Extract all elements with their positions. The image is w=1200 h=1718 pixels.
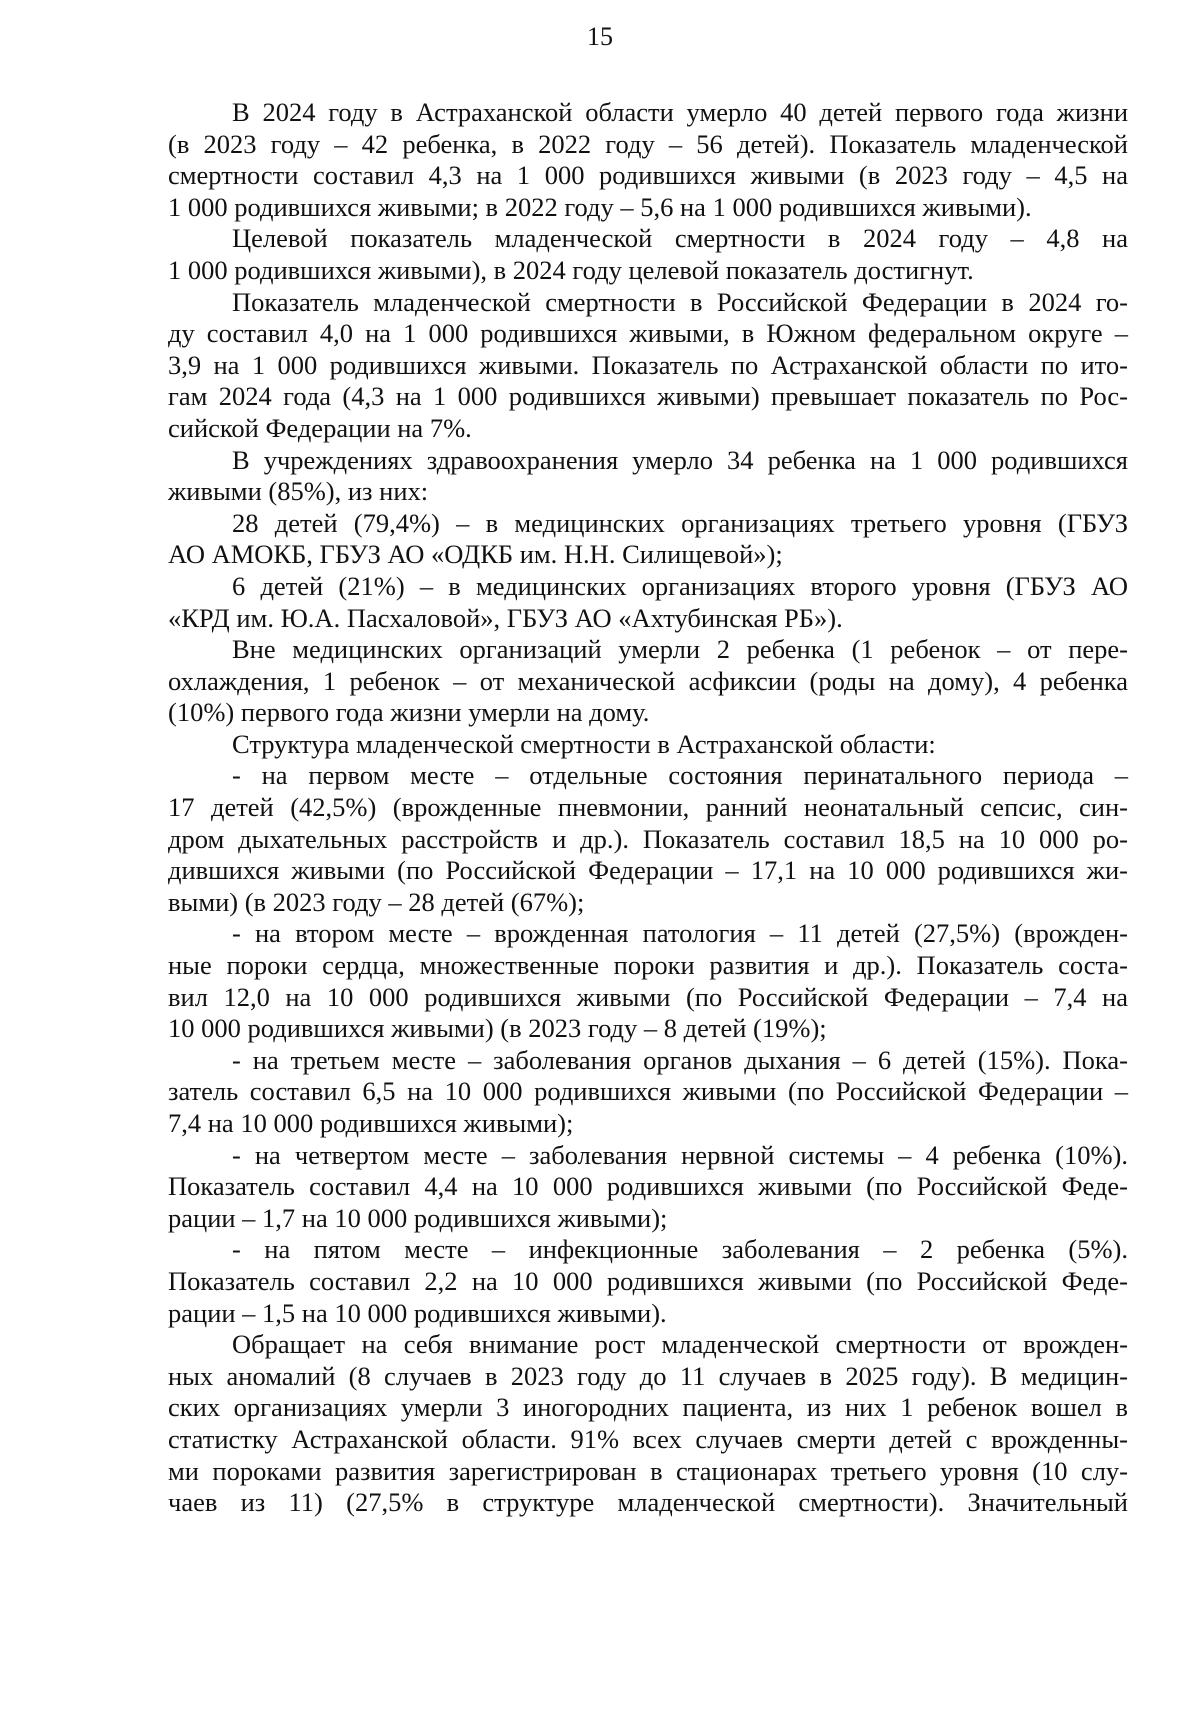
text-line: (10%) первого года жизни умерли на дому. bbox=[168, 697, 650, 728]
page-number: 15 bbox=[587, 22, 613, 51]
text-line: - на четвертом месте – заболевания нервной системы – 4 ребенка (10%). bbox=[232, 1139, 1128, 1170]
text-line: 1 000 родившихся живыми), в 2024 году целевой показатель достигнут. bbox=[168, 254, 974, 285]
paragraph bbox=[168, 918, 1128, 1044]
text-line: (в 2023 году – 42 ребенка, в 2022 году – 56 детей). Показатель младенческой bbox=[168, 128, 1128, 159]
text-line: «КРД им. Ю.А. Пасхаловой», ГБУЗ АО «Ахтубинская РБ»). bbox=[168, 602, 843, 633]
text-line: ные пороки сердца, множественные пороки развития и др.). Показатель соста- bbox=[168, 950, 1128, 981]
paragraph bbox=[168, 97, 1128, 223]
text-line: 1 000 родившихся живыми; в 2022 году – 5,6 на 1 000 родившихся живыми). bbox=[168, 191, 1032, 222]
text-line: - на втором месте – врожденная патология – 11 детей (27,5%) (врожден- bbox=[232, 918, 1128, 949]
text-line: Вне медицинских организаций умерли 2 ребенка (1 ребенок – от пере- bbox=[232, 634, 1128, 665]
text-line: выми) (в 2023 году – 28 детей (67%); bbox=[168, 886, 585, 917]
text-line: В учреждениях здравоохранения умерло 34 ребенка на 1 000 родившихся bbox=[232, 444, 1128, 475]
text-line: охлаждения, 1 ребенок – от механической асфиксии (роды на дому), 4 ребенка bbox=[168, 665, 1128, 696]
text-line: Структура младенческой смертности в Астраханской области: bbox=[232, 728, 936, 759]
text-line: Показатель составил 4,4 на 10 000 родившихся живыми (по Российской Феде- bbox=[168, 1171, 1128, 1202]
paragraph bbox=[168, 760, 1128, 918]
text-line: Показатель составил 2,2 на 10 000 родившихся живыми (по Российской Феде- bbox=[168, 1265, 1128, 1296]
text-line: статистку Астраханской области. 91% всех случаев смерти детей с врожденны- bbox=[168, 1423, 1128, 1454]
text-line: ду составил 4,0 на 1 000 родившихся живыми, в Южном федеральном округе – bbox=[168, 318, 1128, 349]
text-line: чаев из 11) (27,5% в структуре младенческой смертности). Значительный bbox=[168, 1487, 1128, 1518]
paragraph bbox=[168, 634, 1128, 729]
text-line: 28 детей (79,4%) – в медицинских организациях третьего уровня (ГБУЗ bbox=[232, 507, 1128, 538]
paragraph bbox=[168, 287, 1128, 445]
text-line: 17 детей (42,5%) (врожденные пневмонии, ранний неонатальный сепсис, син- bbox=[168, 792, 1128, 823]
text-line: - на первом месте – отдельные состояния перинатального периода – bbox=[232, 760, 1128, 791]
text-line: 7,4 на 10 000 родившихся живыми); bbox=[168, 1108, 574, 1138]
text-line: 3,9 на 1 000 родившихся живыми. Показатель по Астраханской области по ито- bbox=[168, 349, 1128, 380]
text-line: смертности составил 4,3 на 1 000 родившихся живыми (в 2023 году – 4,5 на bbox=[168, 160, 1128, 191]
paragraph bbox=[168, 508, 1128, 571]
text-line: Целевой показатель младенческой смертности в 2024 году – 4,8 на bbox=[232, 223, 1128, 254]
paragraph bbox=[168, 223, 1128, 286]
text-line: вил 12,0 на 10 000 родившихся живыми (по Российской Федерации – 7,4 на bbox=[168, 981, 1128, 1012]
text-line: Показатель младенческой смертности в Российской Федерации в 2024 го- bbox=[232, 286, 1128, 317]
text-line: Обращает на себя внимание рост младенческой смертности от врожден- bbox=[232, 1329, 1128, 1360]
text-line: ми пороками развития зарегистрирован в стационарах третьего уровня (10 слу- bbox=[168, 1455, 1128, 1486]
paragraph bbox=[168, 1234, 1128, 1329]
text-line: сийской Федерации на 7%. bbox=[168, 412, 472, 443]
text-line: - на пятом месте – инфекционные заболевания – 2 ребенка (5%). bbox=[232, 1234, 1128, 1265]
paragraph bbox=[168, 571, 1128, 634]
text-line: 6 детей (21%) – в медицинских организациях второго уровня (ГБУЗ АО bbox=[232, 570, 1128, 601]
text-line: АО АМОКБ, ГБУЗ АО «ОДКБ им. Н.Н. Силищевой»); bbox=[168, 539, 783, 570]
text-line: живыми (85%), из них: bbox=[168, 476, 429, 507]
paragraph bbox=[168, 445, 1128, 508]
text-line: В 2024 году в Астраханской области умерло 40 детей первого года жизни bbox=[232, 97, 1128, 127]
text-line: дившихся живыми (по Российской Федерации – 17,1 на 10 000 родившихся жи- bbox=[168, 855, 1128, 886]
text-line: ских организациях умерли 3 иногородних пациента, из них 1 ребенок вошел в bbox=[168, 1392, 1128, 1423]
text-line: рации – 1,7 на 10 000 родившихся живыми); bbox=[168, 1202, 668, 1233]
text-line: дром дыхательных расстройств и др.). Показатель составил 18,5 на 10 000 ро- bbox=[168, 823, 1128, 854]
text-line: затель составил 6,5 на 10 000 родившихся живыми (по Российской Федерации – bbox=[168, 1076, 1128, 1107]
paragraph bbox=[168, 1140, 1128, 1235]
document-body bbox=[168, 97, 1128, 1519]
text-line: - на третьем месте – заболевания органов дыхания – 6 детей (15%). Пока- bbox=[232, 1044, 1128, 1075]
text-line: ных аномалий (8 случаев в 2023 году до 11 случаев в 2025 году). В медицин- bbox=[168, 1360, 1128, 1391]
text-line: рации – 1,5 на 10 000 родившихся живыми). bbox=[168, 1297, 667, 1328]
paragraph bbox=[168, 1045, 1128, 1140]
text-line: гам 2024 года (4,3 на 1 000 родившихся живыми) превышает показатель по Рос- bbox=[168, 381, 1128, 412]
paragraph bbox=[168, 1329, 1128, 1519]
text-line: 10 000 родившихся живыми) (в 2023 году – 8 детей (19%); bbox=[168, 1013, 827, 1044]
paragraph bbox=[168, 729, 1128, 761]
